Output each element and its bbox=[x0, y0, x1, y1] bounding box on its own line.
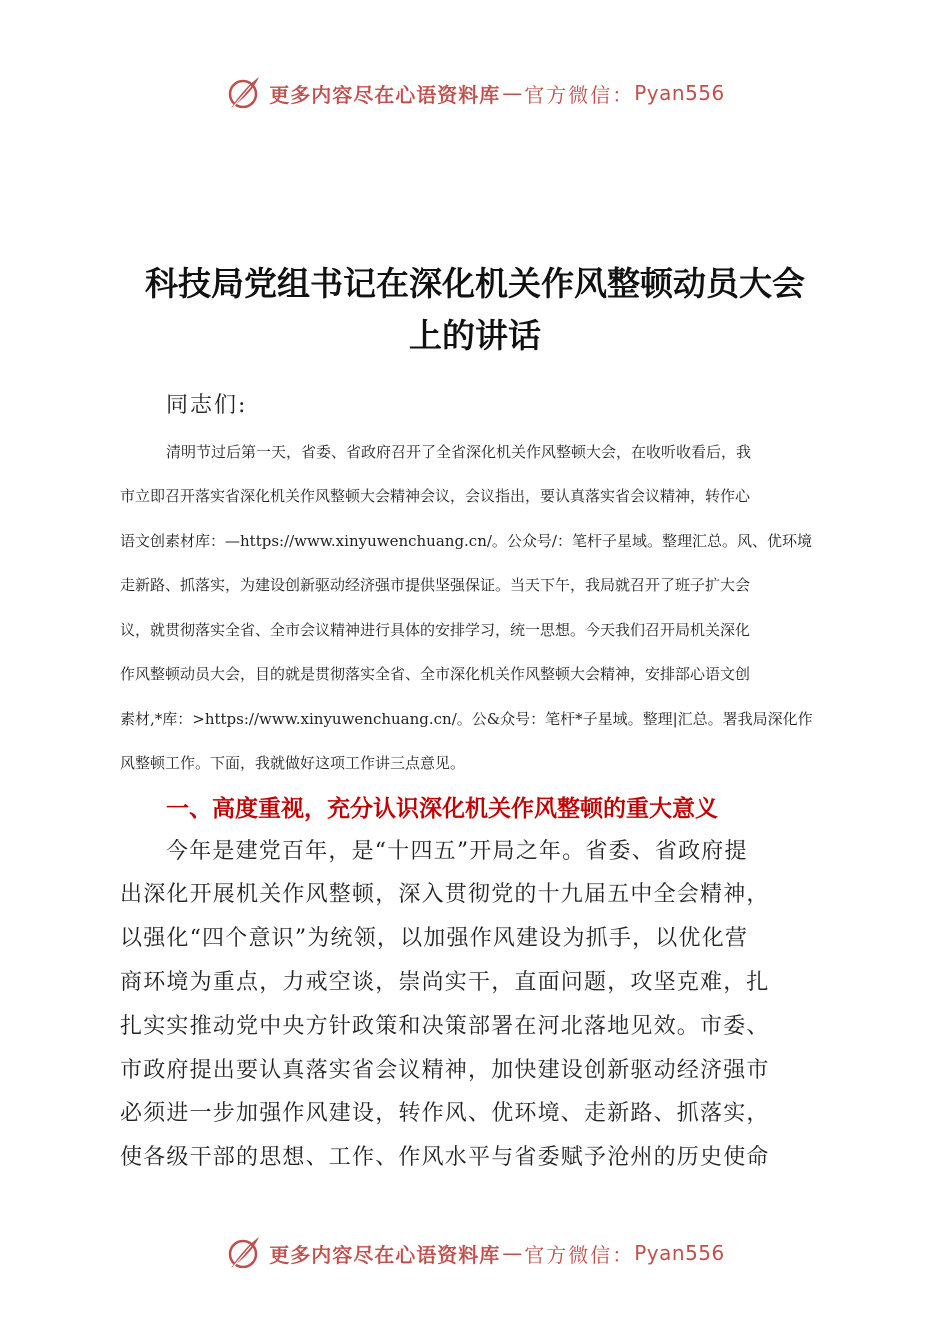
intro-line: 市立即召开落实省深化机关作风整顿大会精神会议，会议指出，要认真落实省会议精神，转作心 bbox=[120, 487, 751, 505]
body-line: 必须进一步加强作风建设，转作风、优环境、走新路、抓落实， bbox=[120, 1101, 770, 1126]
body-line: 使各级干部的思想、工作、作风水平与省委赋予沧州的历史使命 bbox=[120, 1145, 770, 1170]
watermark-brand: 更多内容尽在心语资料库 bbox=[269, 1242, 501, 1267]
intro-line: 作风整顿动员大会，目的就是贯彻落实全省、全市深化机关作风整顿大会精神，安排部心语文创 bbox=[120, 665, 751, 683]
quill-pen-logo-icon bbox=[225, 1234, 263, 1272]
quill-pen-logo-icon bbox=[225, 74, 263, 112]
intro-line: 走新路、抓落实，为建设创新驱动经济强市提供坚强保证。当天下午，我局就召开了班子扩大会 bbox=[120, 576, 751, 594]
watermark-banner-bottom bbox=[0, 1233, 950, 1273]
intro-line: 素材,*库：>https://www.xinyuwenchuang.cn/。公&众号：笔杆*子星域。整理|汇总。署我局深化作 bbox=[120, 710, 813, 728]
section-heading: 一、高度重视，充分认识深化机关作风整顿的重大意义 bbox=[166, 796, 718, 822]
watermark-banner-top bbox=[0, 73, 950, 113]
watermark-wechat-label: 官方微信： bbox=[524, 82, 635, 107]
watermark-brand: 更多内容尽在心语资料库 bbox=[269, 82, 501, 107]
intro-line: 议，就贯彻落实全省、全市会议精神进行具体的安排学习，统一思想。今天我们召开局机关深化 bbox=[120, 621, 751, 639]
intro-line: 语文创素材库：—https://www.xinyuwenchuang.cn/。公众号/：笔杆子星域。整理汇总。风、优环境 bbox=[120, 532, 812, 550]
watermark-separator: — bbox=[502, 1241, 523, 1265]
body-line: 市政府提出要认真落实省会议精神，加快建设创新驱动经济强市 bbox=[120, 1058, 770, 1083]
watermark-wechat-id: Pyan556 bbox=[634, 81, 725, 105]
watermark-separator: — bbox=[502, 81, 523, 105]
document-title-line-1: 科技局党组书记在深化机关作风整顿动员大会 bbox=[145, 264, 805, 303]
body-line: 商环境为重点，力戒空谈，崇尚实干，直面问题，攻坚克难，扎 bbox=[120, 970, 770, 995]
document-title-line-2: 上的讲话 bbox=[409, 316, 541, 355]
body-line: 以强化“四个意识”为统领，以加强作风建设为抓手，以优化营 bbox=[120, 926, 749, 951]
watermark-wechat-id: Pyan556 bbox=[634, 1241, 725, 1265]
greeting: 同志们: bbox=[166, 393, 248, 418]
body-line: 扎实实推动党中央方针政策和决策部署在河北落地见效。市委、 bbox=[120, 1014, 770, 1039]
body-line: 出深化开展机关作风整顿，深入贯彻党的十九届五中全会精神， bbox=[120, 882, 770, 907]
body-line: 今年是建党百年，是“十四五”开局之年。省委、省政府提 bbox=[166, 839, 748, 864]
intro-line: 风整顿工作。下面，我就做好这项工作讲三点意见。 bbox=[120, 754, 466, 772]
intro-line: 清明节过后第一天，省委、省政府召开了全省深化机关作风整顿大会，在收听收看后，我 bbox=[166, 443, 752, 461]
watermark-wechat-label: 官方微信： bbox=[524, 1242, 635, 1267]
